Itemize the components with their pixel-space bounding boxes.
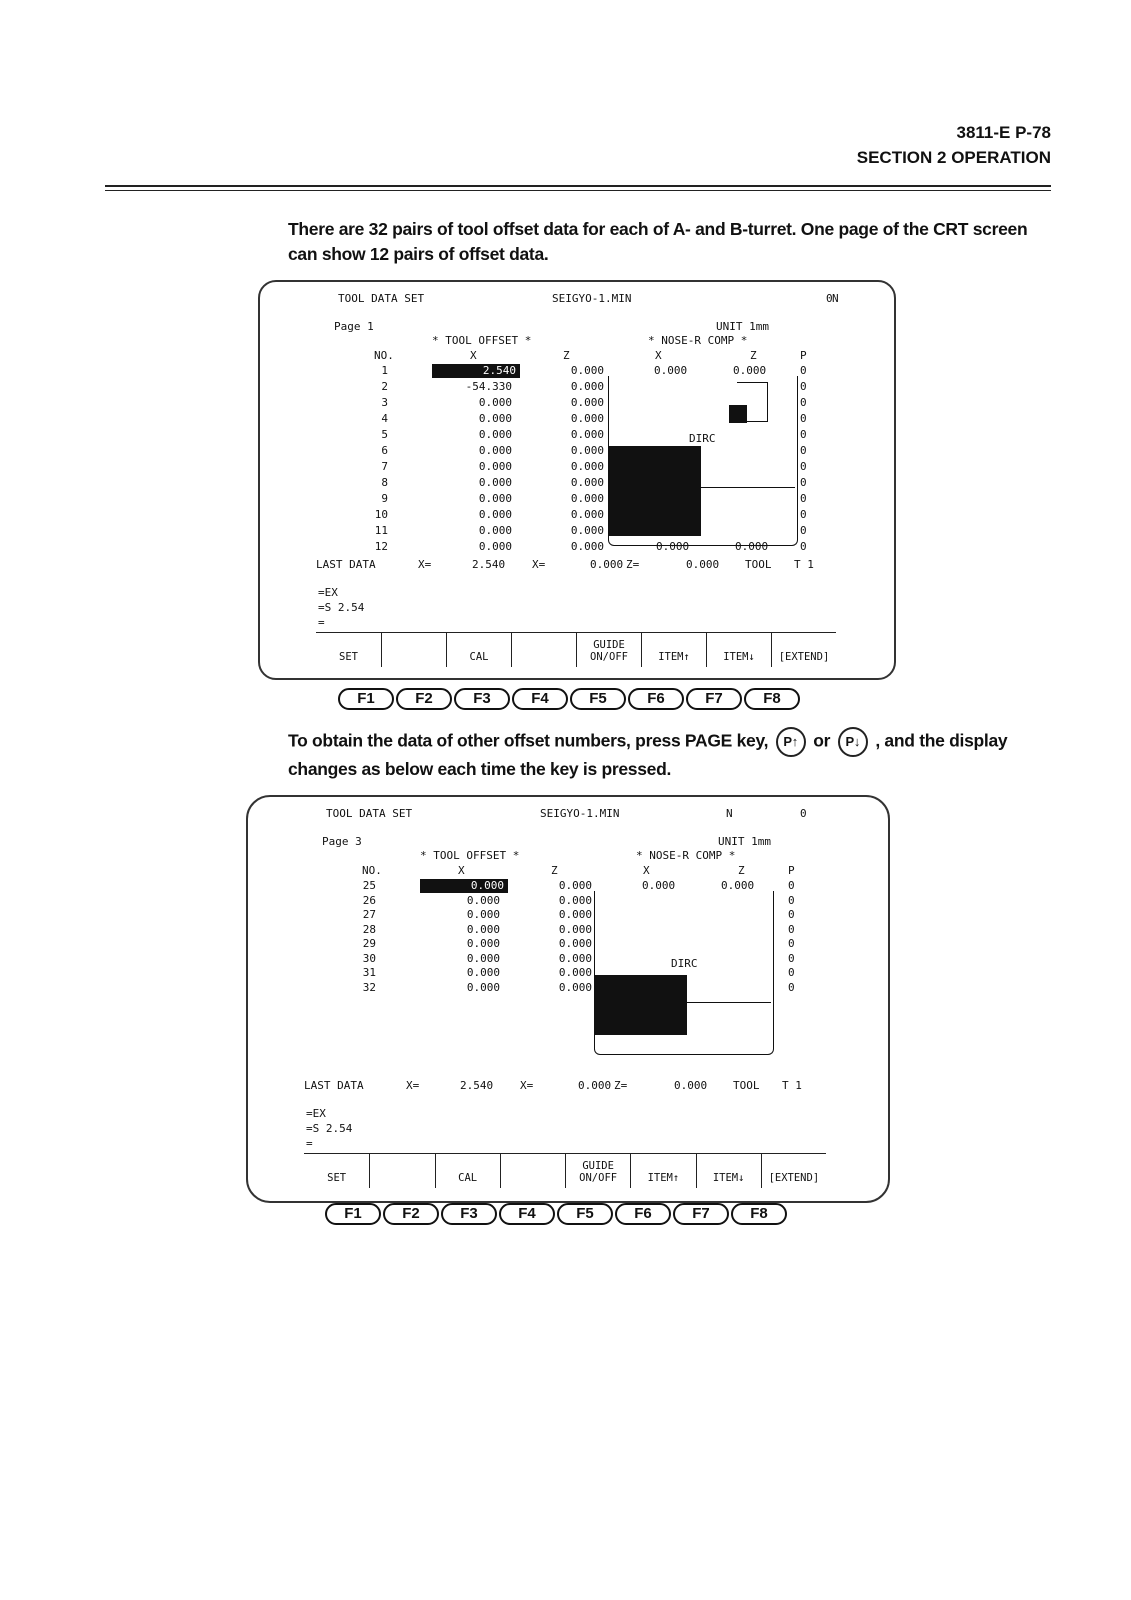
last-data-tool-label: TOOL xyxy=(745,558,772,571)
table-row-p[interactable]: 0 xyxy=(788,879,795,892)
table-row-no: 9 xyxy=(381,492,388,505)
function-label-f6[interactable]: ITEM↑ xyxy=(630,1154,695,1188)
table-row-z[interactable]: 0.000 xyxy=(558,980,592,994)
sequence-n-value: 0 xyxy=(800,807,807,820)
table-row-p[interactable]: 0 xyxy=(788,951,795,965)
tool-offset-header: * TOOL OFFSET * xyxy=(420,849,520,862)
table-row-z[interactable]: 0.000 xyxy=(570,492,604,505)
table-row-z[interactable]: 0.000 xyxy=(570,412,604,425)
table-row-z[interactable]: 0.000 xyxy=(558,922,592,936)
table-row-z[interactable]: 0.000 xyxy=(558,908,592,921)
nose-r-z-value: 0.000 xyxy=(733,364,767,377)
page-key-text-after: , and the display changes as below each time the key is pressed. xyxy=(288,730,1008,779)
table-row-z[interactable]: 0.000 xyxy=(570,444,604,457)
table-row-x[interactable]: 0.000 xyxy=(466,951,500,965)
table-row-z[interactable]: 0.000 xyxy=(558,893,592,907)
table-row-z[interactable]: 0.000 xyxy=(570,364,604,377)
program-name: SEIGYO-1.MIN xyxy=(552,292,632,305)
table-row-z[interactable]: 0.000 xyxy=(558,951,592,965)
col-p-header: P xyxy=(800,349,807,362)
function-key-f5[interactable]: F5 xyxy=(570,688,626,710)
col-x-header: X xyxy=(458,864,465,877)
nose-r-z-value-bottom: 0.000 xyxy=(735,540,769,553)
table-row-x[interactable]: 0.000 xyxy=(478,396,512,409)
function-label-f5[interactable]: GUIDE ON/OFF xyxy=(565,1154,630,1188)
last-data-z-key: X= xyxy=(520,1079,534,1092)
col-p-header: P xyxy=(788,864,795,877)
function-label-f1[interactable]: SET xyxy=(339,651,358,663)
screen-content xyxy=(248,797,888,1201)
function-key-f3[interactable]: F3 xyxy=(441,1203,497,1225)
page-key-text-or: or xyxy=(813,730,831,751)
page-header xyxy=(857,120,1051,170)
function-label-f3[interactable]: CAL xyxy=(446,633,511,667)
last-data-x-key: X= xyxy=(418,558,432,571)
page-up-key-label: P xyxy=(783,734,792,749)
nose-r-z-value: 0.000 xyxy=(721,879,755,892)
table-row-z[interactable]: 0.000 xyxy=(570,460,604,473)
table-row-p[interactable]: 0 xyxy=(788,893,795,907)
table-row-x[interactable]: 0.000 xyxy=(478,444,512,457)
table-row-x[interactable]: 0.000 xyxy=(478,540,512,553)
last-data-z-value: 0.000 xyxy=(578,1079,612,1092)
page-down-key-icon: P↓ xyxy=(838,727,868,757)
function-key-f6[interactable]: F6 xyxy=(615,1203,671,1225)
function-key-f8[interactable]: F8 xyxy=(731,1203,787,1225)
crt-screen-page3 xyxy=(246,795,890,1203)
table-row-x[interactable]: 0.000 xyxy=(478,460,512,473)
col-nose-x-header: X xyxy=(655,349,662,362)
nose-r-x-value: 0.000 xyxy=(654,364,688,377)
function-key-f2[interactable]: F2 xyxy=(383,1203,439,1225)
page-number: Page 1 xyxy=(334,320,374,333)
function-label-f3[interactable]: CAL xyxy=(435,1154,500,1188)
unit-label: UNIT 1mm xyxy=(716,320,769,333)
table-row-no: 2 xyxy=(381,380,388,393)
sequence-n-label: N xyxy=(726,807,733,820)
table-row-z[interactable]: 0.000 xyxy=(558,879,592,892)
screen-title: TOOL DATA SET xyxy=(326,807,413,820)
table-row-x[interactable]: 0.000 xyxy=(478,412,512,425)
page-key-text-before: To obtain the data of other offset numbers, press PAGE key, xyxy=(288,730,769,751)
function-label-f1[interactable]: SET xyxy=(327,1172,347,1184)
table-row-z[interactable]: 0.000 xyxy=(558,937,592,950)
col-nose-x-header: X xyxy=(643,864,650,877)
table-row-no: 1 xyxy=(381,364,388,377)
table-row-p[interactable]: 0 xyxy=(788,908,795,921)
last-data-x-value: 2.540 xyxy=(472,558,506,571)
table-row-x[interactable]: 0.000 xyxy=(478,508,512,521)
tool-tip-icon xyxy=(729,405,747,423)
page-up-key-icon: P↑ xyxy=(776,727,806,757)
last-data-tool-value: T 1 xyxy=(794,558,814,571)
last-data-x-key: X= xyxy=(406,1079,420,1092)
function-label-f4[interactable] xyxy=(511,633,576,667)
function-label-f2[interactable] xyxy=(369,1154,434,1188)
function-key-row-2 xyxy=(325,1203,787,1225)
sequence-n-label: N xyxy=(832,292,839,305)
command-prompt-line[interactable]: =S 2.54 xyxy=(318,601,365,614)
table-row-z[interactable]: 0.000 xyxy=(570,508,604,521)
table-row-p[interactable]: 0 xyxy=(800,412,807,425)
command-prompt-line[interactable]: =S 2.54 xyxy=(306,1122,353,1135)
nose-r-x-value-bottom: 0.000 xyxy=(656,540,690,553)
table-row-x[interactable]: 0.000 xyxy=(478,428,512,441)
function-key-f2[interactable]: F2 xyxy=(396,688,452,710)
page-down-key-label: P xyxy=(845,734,854,749)
table-row-no: 26 xyxy=(362,893,376,907)
workpiece-block xyxy=(595,975,687,1035)
function-label-f5[interactable]: GUIDE ON/OFF xyxy=(576,633,641,667)
dirc-label: DIRC xyxy=(689,432,716,445)
table-row-p[interactable]: 0 xyxy=(800,492,807,505)
table-row-no: 28 xyxy=(362,922,376,936)
screen-title: TOOL DATA SET xyxy=(338,292,425,305)
last-data-z-key: X= xyxy=(532,558,546,571)
nose-r-header: * NOSE-R COMP * xyxy=(648,334,748,347)
function-key-f6[interactable]: F6 xyxy=(628,688,684,710)
col-nose-z-header: Z xyxy=(738,864,745,877)
table-row-no: 32 xyxy=(362,980,376,994)
function-label-f8[interactable]: [EXTEND] xyxy=(771,633,836,667)
function-label-bar xyxy=(316,632,836,667)
tool-offset-header: * TOOL OFFSET * xyxy=(432,334,532,347)
page-number: Page 3 xyxy=(322,835,362,848)
crt-screen-page1 xyxy=(258,280,896,680)
table-row-no: 5 xyxy=(381,428,388,441)
table-row-no: 11 xyxy=(374,524,388,537)
table-row-p[interactable]: 0 xyxy=(788,922,795,936)
function-key-f7[interactable]: F7 xyxy=(673,1203,729,1225)
col-no-header: NO. xyxy=(362,864,382,877)
table-row-x[interactable]: 0.000 xyxy=(466,966,500,979)
function-label-bar xyxy=(304,1153,826,1188)
intro-paragraph: There are 32 pairs of tool offset data for each of A- and B-turret. One page of the CRT screen can show 12 pairs of offset data. xyxy=(288,219,1028,264)
table-row-no: 10 xyxy=(374,508,388,521)
table-row-p[interactable]: 0 xyxy=(800,428,807,441)
workpiece-block xyxy=(609,446,701,536)
function-key-f5[interactable]: F5 xyxy=(557,1203,613,1225)
table-row-p[interactable]: 0 xyxy=(800,524,807,537)
last-data-z2-value: 0.000 xyxy=(686,558,720,571)
tool-nose-diagram xyxy=(594,891,774,1055)
function-key-f3[interactable]: F3 xyxy=(454,688,510,710)
command-prompt-line[interactable]: =EX xyxy=(306,1107,326,1120)
col-no-header: NO. xyxy=(374,349,394,362)
table-row-no: 12 xyxy=(374,540,388,553)
table-row-no: 30 xyxy=(362,951,376,965)
col-x-header: X xyxy=(470,349,477,362)
table-row-p[interactable]: 0 xyxy=(800,540,807,553)
last-data-tool-label: TOOL xyxy=(733,1079,760,1092)
table-row-x[interactable]: 0.000 xyxy=(466,908,500,921)
tool-insert-icon xyxy=(737,382,768,422)
table-row-no: 6 xyxy=(381,444,388,457)
table-row-z[interactable]: 0.000 xyxy=(558,966,592,979)
function-label-f7[interactable]: ITEM↓ xyxy=(696,1154,761,1188)
col-nose-z-header: Z xyxy=(750,349,757,362)
nose-r-header: * NOSE-R COMP * xyxy=(636,849,736,862)
last-data-label: LAST DATA xyxy=(316,558,376,571)
command-prompt-line[interactable]: = xyxy=(306,1137,313,1150)
section-title: SECTION 2 OPERATION xyxy=(856,148,1051,167)
nose-r-x-value: 0.000 xyxy=(642,879,676,892)
centerline xyxy=(687,1002,771,1003)
table-row-p[interactable]: 0 xyxy=(800,508,807,521)
dirc-label: DIRC xyxy=(671,957,698,970)
doc-code: 3811-E P-78 xyxy=(956,123,1051,142)
table-row-no: 3 xyxy=(381,396,388,409)
function-label-f4[interactable] xyxy=(500,1154,565,1188)
last-data-tool-value: T 1 xyxy=(782,1079,802,1092)
table-row-p[interactable]: 0 xyxy=(800,396,807,409)
table-row-x[interactable]: 2.540 xyxy=(432,364,520,378)
last-data-z-value: 0.000 xyxy=(590,558,624,571)
screen-content xyxy=(260,282,894,678)
table-row-p[interactable]: 0 xyxy=(788,966,795,979)
table-row-x[interactable]: 0.000 xyxy=(466,893,500,907)
table-row-z[interactable]: 0.000 xyxy=(570,524,604,537)
table-row-p[interactable]: 0 xyxy=(800,380,807,393)
table-row-z[interactable]: 0.000 xyxy=(570,476,604,489)
table-row-x[interactable]: 0.000 xyxy=(466,937,500,950)
table-row-p[interactable]: 0 xyxy=(800,476,807,489)
table-row-no: 29 xyxy=(362,937,376,950)
table-row-p[interactable]: 0 xyxy=(800,444,807,457)
table-row-z[interactable]: 0.000 xyxy=(570,396,604,409)
function-label-f2[interactable] xyxy=(381,633,446,667)
table-row-no: 8 xyxy=(381,476,388,489)
table-row-p[interactable]: 0 xyxy=(788,980,795,994)
function-key-f4[interactable]: F4 xyxy=(512,688,568,710)
unit-label: UNIT 1mm xyxy=(718,835,771,848)
table-row-x[interactable]: 0.000 xyxy=(466,980,500,994)
function-key-row-1 xyxy=(338,688,800,710)
header-rule-2 xyxy=(105,190,1051,191)
header-rule xyxy=(105,185,1051,187)
table-row-x[interactable]: -54.330 xyxy=(465,380,512,393)
table-row-x[interactable]: 0.000 xyxy=(478,524,512,537)
last-data-z2-key: Z= xyxy=(614,1079,628,1092)
table-row-x[interactable]: 0.000 xyxy=(420,879,508,893)
table-row-p[interactable]: 0 xyxy=(800,460,807,473)
last-data-z2-key: Z= xyxy=(626,558,640,571)
command-prompt-line[interactable]: = xyxy=(318,616,325,629)
function-label-f8[interactable]: [EXTEND] xyxy=(761,1154,826,1188)
table-row-no: 31 xyxy=(362,966,376,979)
function-key-f1[interactable]: F1 xyxy=(338,688,394,710)
table-row-z[interactable]: 0.000 xyxy=(570,380,604,393)
function-label-f6[interactable]: ITEM↑ xyxy=(641,633,706,667)
function-key-f7[interactable]: F7 xyxy=(686,688,742,710)
table-row-p[interactable]: 0 xyxy=(800,364,807,377)
function-label-f7[interactable]: ITEM↓ xyxy=(706,633,771,667)
table-row-x[interactable]: 0.000 xyxy=(478,476,512,489)
sequence-n-value: 0 xyxy=(826,292,833,305)
table-row-no: 4 xyxy=(381,412,388,425)
tool-nose-diagram xyxy=(608,376,798,546)
table-row-no: 7 xyxy=(381,460,388,473)
col-z-header: Z xyxy=(563,349,570,362)
centerline xyxy=(701,487,795,488)
program-name: SEIGYO-1.MIN xyxy=(540,807,620,820)
table-row-x[interactable]: 0.000 xyxy=(478,492,512,505)
col-z-header: Z xyxy=(551,864,558,877)
table-row-p[interactable]: 0 xyxy=(788,937,795,950)
last-data-z2-value: 0.000 xyxy=(674,1079,708,1092)
last-data-label: LAST DATA xyxy=(304,1079,364,1092)
table-row-x[interactable]: 0.000 xyxy=(466,922,500,936)
command-prompt-line[interactable]: =EX xyxy=(318,586,338,599)
table-row-no: 27 xyxy=(362,908,376,921)
page-key-paragraph xyxy=(288,727,1033,782)
function-key-f8[interactable]: F8 xyxy=(744,688,800,710)
table-row-z[interactable]: 0.000 xyxy=(570,428,604,441)
last-data-x-value: 2.540 xyxy=(460,1079,494,1092)
function-key-f1[interactable]: F1 xyxy=(325,1203,381,1225)
function-key-f4[interactable]: F4 xyxy=(499,1203,555,1225)
table-row-no: 25 xyxy=(362,879,376,892)
table-row-z[interactable]: 0.000 xyxy=(570,540,604,553)
